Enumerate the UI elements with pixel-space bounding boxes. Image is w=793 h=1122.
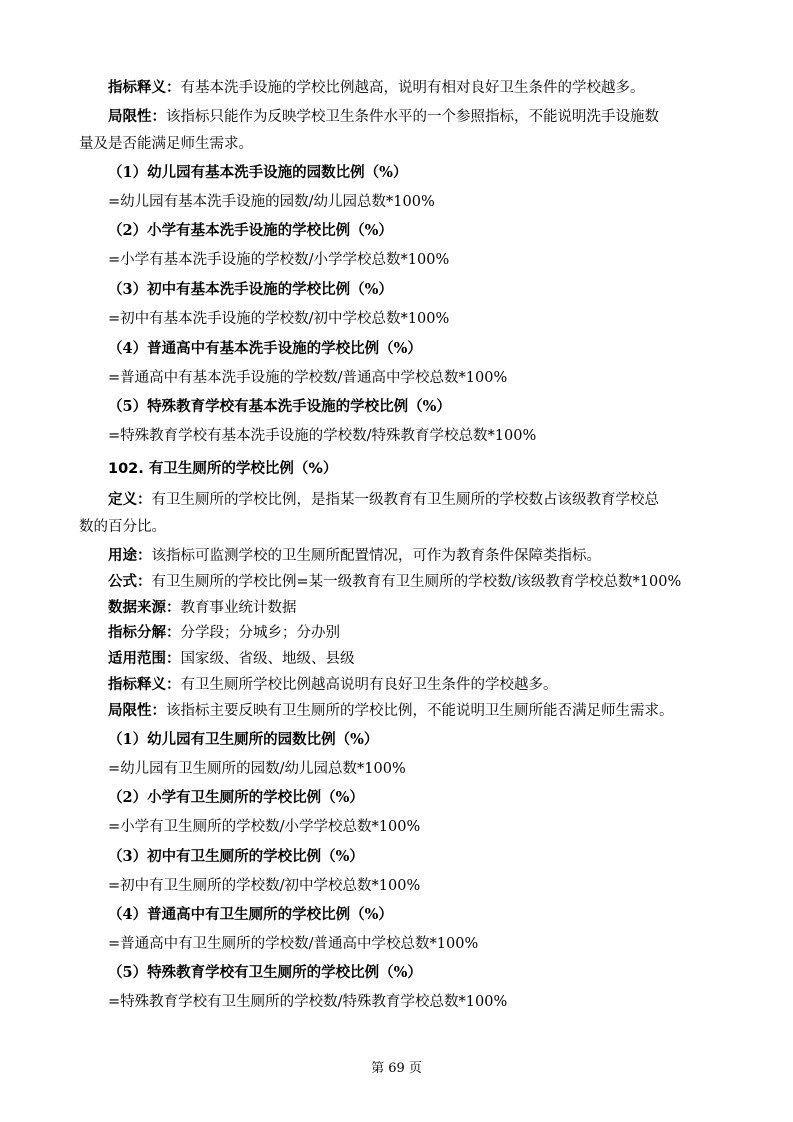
interp-text: 有基本洗手设施的学校比例越高，说明有相对良好卫生条件的学校越多。 (180, 80, 645, 96)
breakdown-paragraph (0, 623, 793, 643)
interp-label: 指标释义： (108, 80, 181, 96)
subitem-formula: =初中有卫生厕所的学校数/初中学校总数*100% (108, 878, 421, 894)
scope-paragraph (0, 649, 793, 669)
limit-text-2: 量及是否能满足师生需求。 (79, 136, 253, 152)
source-label: 数据来源： (108, 600, 181, 616)
definition-paragraph-cont (0, 517, 793, 537)
subitem-title: （4）普通高中有卫生厕所的学校比例（%） (108, 906, 393, 923)
limit-text: 该指标主要反映有卫生厕所的学校比例，不能说明卫生厕所能否满足师生需求。 (166, 703, 674, 719)
subitem-formula: =普通高中有基本洗手设施的学校数/普通高中学校总数*100% (108, 370, 508, 386)
definition-paragraph (0, 490, 793, 510)
subitem-title: （1）幼儿园有基本洗手设施的园数比例（%） (108, 164, 408, 181)
subitem-title: （3）初中有基本洗手设施的学校比例（%） (108, 281, 393, 298)
source-text: 教育事业统计数据 (180, 600, 297, 616)
interp-label: 指标释义： (108, 677, 181, 693)
definition-text-1: 有卫生厕所的学校比例，是指某一级教育有卫生厕所的学校数占该级教育学校总 (151, 492, 659, 508)
interp-paragraph (0, 675, 793, 695)
subitem-title: （5）特殊教育学校有卫生厕所的学校比例（%） (108, 964, 422, 981)
limit-text-1: 该指标只能作为反映学校卫生条件水平的一个参照指标，不能说明洗手设施数 (166, 109, 659, 125)
limit-paragraph (0, 107, 793, 127)
formula-paragraph (0, 572, 793, 592)
subitem-formula: =普通高中有卫生厕所的学校数/普通高中学校总数*100% (108, 936, 479, 952)
scope-text: 国家级、省级、地级、县级 (180, 651, 355, 667)
definition-label: 定义： (108, 492, 152, 508)
source-paragraph (0, 598, 793, 618)
use-text: 该指标可监测学校的卫生厕所配置情况，可作为教育条件保障类指标。 (151, 548, 601, 564)
subitem-title: （1）幼儿园有卫生厕所的园数比例（%） (108, 731, 379, 748)
subitem-formula: =小学有卫生厕所的学校数/小学学校总数*100% (108, 819, 421, 835)
breakdown-text: 分学段；分城乡；分办别 (180, 625, 340, 641)
subitem-formula: =幼儿园有基本洗手设施的园数/幼儿园总数*100% (108, 194, 435, 210)
section-heading: 102. 有卫生厕所的学校比例（%） (108, 461, 338, 477)
interp-paragraph (0, 78, 793, 98)
subitem-title: （3）初中有卫生厕所的学校比例（%） (108, 848, 364, 865)
subitem-formula: =小学有基本洗手设施的学校数/小学学校总数*100% (108, 252, 450, 268)
subitem-title: （4）普通高中有基本洗手设施的学校比例（%） (108, 340, 422, 357)
scope-label: 适用范围： (108, 651, 181, 667)
subitem-formula: =幼儿园有卫生厕所的园数/幼儿园总数*100% (108, 761, 406, 777)
definition-text-2: 数的百分比。 (79, 519, 166, 535)
formula-label: 公式： (108, 574, 152, 590)
subitem-title: （2）小学有卫生厕所的学校比例（%） (108, 789, 364, 806)
subitem-title: （2）小学有基本洗手设施的学校比例（%） (108, 222, 393, 239)
limit-label: 局限性： (108, 703, 166, 719)
subitem-formula: =特殊教育学校有基本洗手设施的学校数/特殊教育学校总数*100% (108, 428, 537, 444)
limit-paragraph (0, 701, 793, 721)
use-label: 用途： (108, 548, 152, 564)
subitem-formula: =特殊教育学校有卫生厕所的学校数/特殊教育学校总数*100% (108, 994, 508, 1010)
breakdown-label: 指标分解： (108, 625, 181, 641)
limit-label: 局限性： (108, 109, 166, 125)
subitem-formula: =初中有基本洗手设施的学校数/初中学校总数*100% (108, 311, 450, 327)
subitem-title: （5）特殊教育学校有基本洗手设施的学校比例（%） (108, 398, 451, 415)
formula-text: 有卫生厕所的学校比例=某一级教育有卫生厕所的学校数/该级教育学校总数*100% (151, 574, 682, 590)
page-number: 第 69 页 (371, 1061, 422, 1076)
use-paragraph (0, 546, 793, 566)
limit-paragraph-cont (0, 134, 793, 154)
interp-text: 有卫生厕所学校比例越高说明有良好卫生条件的学校越多。 (180, 677, 558, 693)
